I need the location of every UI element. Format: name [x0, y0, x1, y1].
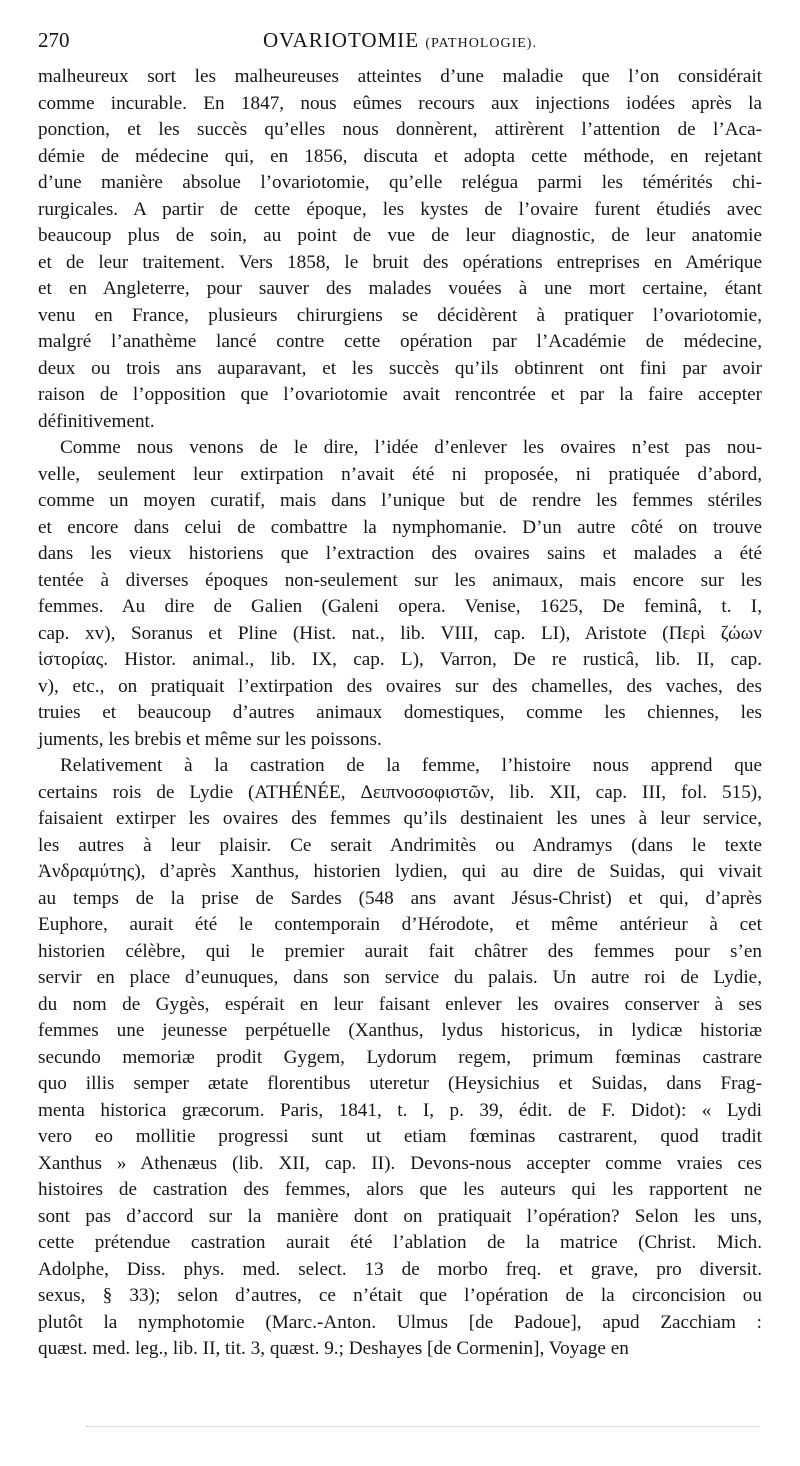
text-line: démie de médecine qui, en 1856, discuta et adopta cette méthode, en rejetant	[38, 145, 762, 167]
text-line: tentée à diverses époques non-seulement sur les animaux, mais encore sur les	[38, 569, 762, 591]
text-line: historien célèbre, qui le premier aurait fait châtrer des femmes pour s’en	[38, 940, 762, 962]
text-line: et de leur traitement. Vers 1858, le bruit des opérations entreprises en Amérique	[38, 251, 762, 273]
text-line: Xanthus » Athenæus (lib. XII, cap. II). Devons-nous accepter comme vraies ces	[38, 1152, 762, 1174]
text-line: raison de l’opposition que l’ovariotomie avait rencontrée et par la faire accepter	[38, 384, 762, 405]
bottom-divider	[86, 1426, 760, 1427]
text-line: menta historica græcorum. Paris, 1841, t. I, p. 39, édit. de F. Didot): « Lydi	[38, 1099, 762, 1121]
text-line: femmes. Au dire de Galien (Galeni opera. Venise, 1625, De feminâ, t. I,	[38, 596, 762, 617]
text-line: les autres à leur plaisir. Ce serait Andrimitès ou Andramys (dans le texte	[38, 834, 762, 856]
text-line: truies et beaucoup d’autres animaux domestiques, comme les chiennes, les	[38, 702, 762, 723]
running-title-main: OVARIOTOMIE	[263, 28, 420, 52]
text-line: malheureux sort les malheureuses atteintes d’une maladie que l’on considérait	[38, 66, 762, 87]
text-line: servir en place d’eunuques, dans son service du palais. Un autre roi de Lydie,	[38, 967, 762, 988]
text-line: comme un moyen curatif, mais dans l’unique but de rendre les femmes stériles	[38, 490, 762, 511]
text-line: certains rois de Lydie (ATHÉNÉE, Δειπνοσοφιστῶν, lib. XII, cap. III, fol. 515),	[38, 781, 762, 803]
text-line: comme incurable. En 1847, nous eûmes recours aux injections iodées après la	[38, 92, 762, 114]
text-line: sont pas d’accord sur la manière dont on pratiquait l’opération? Selon les uns,	[38, 1205, 762, 1227]
text-line: plutôt la nymphotomie (Marc.-Anton. Ulmus [de Padoue], apud Zacchiam :	[38, 1311, 762, 1333]
text-line: Relativement à la castration de la femme, l’histoire nous apprend que	[60, 755, 762, 776]
text-line: au temps de la prise de Sardes (548 ans avant Jésus-Christ) et qui, d’après	[38, 887, 762, 909]
text-line: Comme nous venons de le dire, l’idée d’enlever les ovaires n’est pas nou-	[60, 437, 762, 458]
text-line: rurgicales. A partir de cette époque, les kystes de l’ovaire furent étudiés avec	[38, 198, 762, 220]
text-line: histoires de castration des femmes, alors que les auteurs qui les rapportent ne	[38, 1179, 762, 1200]
running-title	[38, 28, 762, 53]
text-line: vero eo mollitie progressi sunt ut etiam fœminas castrarent, quod tradit	[38, 1126, 762, 1147]
text-line: Ἀνδραμύτης), d’après Xanthus, historien lydien, qui au dire de Suidas, qui vivait	[38, 861, 762, 882]
text-line: deux ou trois ans auparavant, et les succès qu’ils obtinrent ont fini par avoir	[38, 357, 762, 379]
text-line: venu en France, plusieurs chirurgiens se décidèrent à pratiquer l’ovariotomie,	[38, 304, 762, 326]
text-line: dans les vieux historiens que l’extraction des ovaires sains et malades a été	[38, 543, 762, 564]
text-line: du nom de Gygès, espérait en leur faisant enlever les ovaires conserver à ses	[38, 993, 762, 1015]
text-line: juments, les brebis et même sur les poissons.	[38, 728, 382, 750]
body-text	[38, 64, 762, 1363]
text-line: v), etc., on pratiquait l’extirpation des ovaires sur des chamelles, des vaches, des	[38, 675, 762, 697]
text-line: ponction, et les succès qu’elles nous donnèrent, attirèrent l’attention de l’Aca-	[38, 119, 762, 140]
text-line: et en Angleterre, pour sauver des malades vouées à une mort certaine, étant	[38, 278, 762, 299]
text-line: quo illis semper ætate florentibus uteretur (Heysichius et Suidas, dans Frag-	[38, 1073, 762, 1094]
page-number: 270	[38, 28, 70, 52]
paragraph	[38, 64, 762, 435]
text-line: d’une manière absolue l’ovariotomie, qu’elle relégua parmi les témérités chi-	[38, 172, 762, 193]
text-line: cette prétendue castration aurait été l’ablation de la matrice (Christ. Mich.	[38, 1232, 762, 1253]
text-line: faisaient extirper les ovaires des femmes qu’ils destinaient les unes à leur service,	[38, 808, 762, 829]
paragraph	[38, 753, 762, 1363]
text-line: secundo memoriæ prodit Gygem, Lydorum regem, primum fœminas castrare	[38, 1046, 762, 1068]
text-line: sexus, § 33); selon d’autres, ce n’était que l’opération de la circoncision ou	[38, 1285, 762, 1306]
text-line: cap. xv), Soranus et Pline (Hist. nat., lib. VIII, cap. LI), Aristote (Περὶ ζώων	[38, 622, 762, 644]
text-line: femmes une jeunesse perpétuelle (Xanthus, lydus historicus, in lydicæ historiæ	[38, 1020, 762, 1041]
page-header	[38, 28, 762, 58]
text-line: définitivement.	[38, 410, 155, 432]
text-line: quæst. med. leg., lib. II, tit. 3, quæst. 9.; Deshayes [de Cormenin], Voyage en	[38, 1338, 629, 1359]
text-line: velle, seulement leur extirpation n’avait été ni proposée, ni pratiquée d’abord,	[38, 463, 762, 485]
text-line: et encore dans celui de combattre la nymphomanie. D’un autre côté on trouve	[38, 516, 762, 538]
running-title-subtitle: (PATHOLOGIE).	[425, 36, 537, 51]
text-line: Adolphe, Diss. phys. med. select. 13 de morbo freq. et grave, pro diversit.	[38, 1258, 762, 1280]
text-line: malgré l’anathème lancé contre cette opération par l’Académie de médecine,	[38, 331, 762, 352]
text-line: Euphore, aurait été le contemporain d’Hérodote, et même antérieur à cet	[38, 914, 762, 935]
paragraph	[38, 435, 762, 753]
text-line: ἱστορίας. Histor. animal., lib. IX, cap. L), Varron, De re rusticâ, lib. II, cap.	[38, 649, 762, 670]
text-line: beaucoup plus de soin, au point de vue de leur diagnostic, de leur anatomie	[38, 225, 762, 246]
